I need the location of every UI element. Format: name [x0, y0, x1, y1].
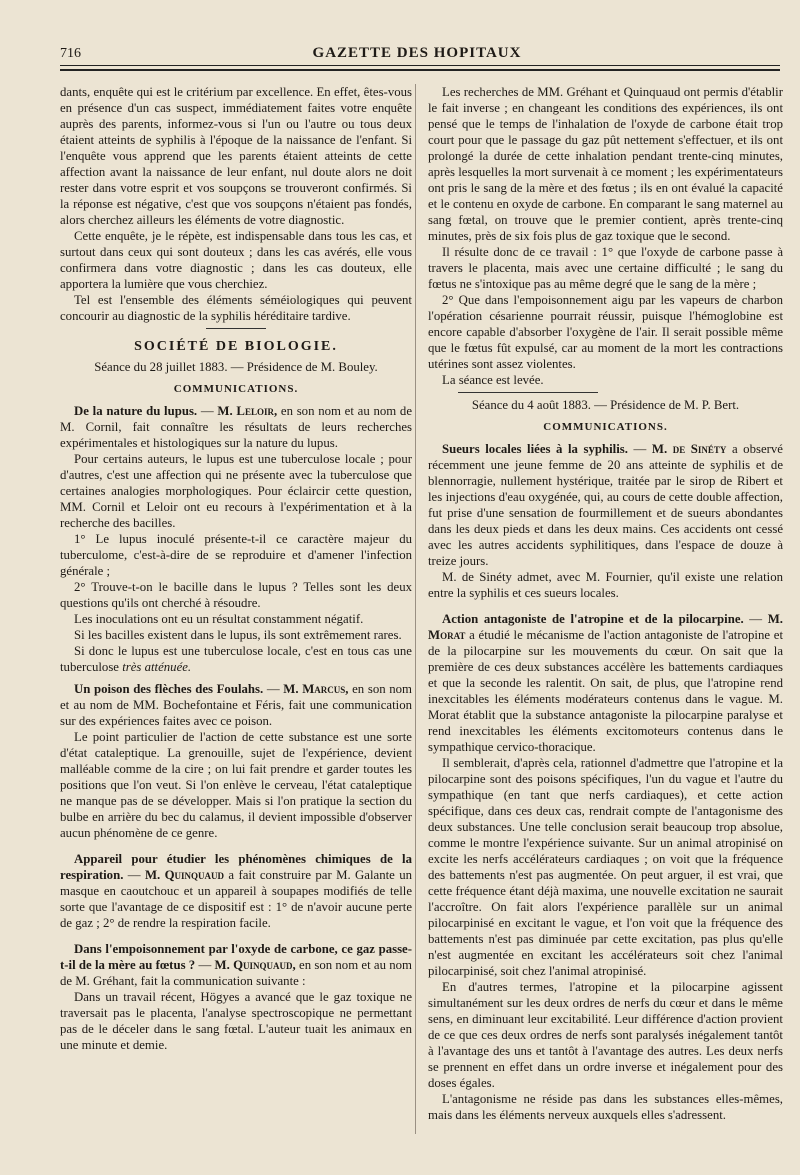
paragraph: Il semblerait, d'après cela, rationnel d'admettre que l'atropine et la pilocarpine sont des poisons spécifiques, l'un du vague et l'autre du sympathique (en tant que nerfs cardiaques), et cette action spécifique, dans ces deux cas, rendrait compte de l'antagonisme des deux substances. Une telle conclusion serait beaucoup trop absolue, comme le montre l'expérience suivante. Sur un animal atropinisé on excite les nerfs accélérateurs cardiaques ; on voit que la fréquence des battements n'est pas augmentée. On peut arguer, il est vrai, que cette fréquence étant déjà maxima, une nouvelle excitation ne saurait l'accroître. On fait alors l'expérience parallèle sur un animal pilocarpinisé en excitant le vague, et l'on voit que la fréquence des battements n'est pas diminuée par cette excitation, pas plus qu'elle n'est augmentée en excitant les accélérateurs soit chez l'animal pilocarpinisé, soit chez l'animal atropinisé. — [428, 756, 783, 978]
paragraph: Cette enquête, je le répète, est indispensable dans tous les cas, et surtout dans ceux qui sont douteux ; dans les cas avérés, elle vous confirmera dans votre diagnostic ; dans les cas douteux, elle apportera la lumière que vous cherchiez. — [60, 229, 412, 291]
communications-label: COMMUNICATIONS. — [543, 421, 668, 433]
paragraph: Les inoculations ont eu un résultat constamment négatif. — [74, 612, 364, 626]
article-text: en son nom et au nom de M. Gréhant, fait la communication suivante : — [60, 958, 412, 988]
article-antagoniste: Action antagoniste de l'atropine et de la pilocarpine. — M. Morat a étudié le mécanisme de l'action antagoniste de l'atropine et de la pilocarpine sur les mouvements du cœur. On sait que la première de ces deux substances accélère les battements cardiaques et que la seconde les ralentit. On sait, de plus, que l'atropine rend inexcitables les éléments modérateurs contenus dans le vague. M. Morat établit que la substance antagoniste la pilocarpine paralyse et rend inexcitables les éléments excitomoteurs contenus dans le sympathique cervico-thoracique. — [428, 612, 783, 754]
paragraph: Tel est l'ensemble des éléments séméiologiques qui peuvent concourir au diagnostic de la syphilis héréditaire tardive. — [60, 293, 412, 323]
paragraph: L'antagonisme ne réside pas dans les substances elles-mêmes, mais dans les éléments nerveux auxquels elles s'adressent. — [428, 1092, 783, 1122]
paragraph: Dans un travail récent, Högyes a avancé que le gaz toxique ne traversait pas le placenta, l'analyse spectroscopique ne permettant pas de le déceler dans le sang fœtal. L'auteur tuait les animaux en une minute et demie. — [60, 990, 412, 1052]
page-header — [60, 44, 774, 66]
paragraph: Pour certains auteurs, le lupus est une tuberculose locale ; pour d'autres, c'est une affection qui ne présente avec la tuberculose que certaines analogies morphologiques. Pour éclaircir cette question, MM. Cornil et Leloir ont eu recours à l'expérimentation et à la recherche des bacilles. — [60, 452, 412, 530]
paragraph: 1° Le lupus inoculé présente-t-il ce caractère majeur du tuberculome, c'est-à-dire de se reproduire et d'amener l'infection générale ; — [60, 532, 412, 578]
page-number: 716 — [60, 46, 81, 61]
article-author: M. Morat — [428, 612, 783, 642]
article-text: a observé récemment une jeune femme de 20 ans atteinte de syphilis et de blennorragie, nullement hystérique, traitée par le sirop de Ribert et les injections d'eau oxygénée, qui, au cours de cette double affection, fut prise d'une sensation de fourmillement et de sueurs abondantes dans les deux pieds et dans les deux mains. Ces accidents ont cessé avec les autres accidents syphilitiques, dans l'espace de douze à treize jours. — [428, 442, 783, 568]
paragraph: Il résulte donc de ce travail : 1° que l'oxyde de carbone passe à travers le placenta, mais avec une certaine difficulté ; le sang du fœtus ne s'intoxique pas au même degré que le sang de la mère ; — [428, 245, 783, 291]
right-column — [428, 84, 783, 1144]
article-appareil: Appareil pour étudier les phénomènes chimiques de la respiration. — M. Quinquaud a fait construire par M. Galante un masque en caoutchouc et un appareil à soupapes modifiés de telle sorte que l'avantage de ce dispositif est : 1° de n'avoir aucune perte de gaz ; 2° de rendre la respiration facile. — [60, 852, 412, 930]
article-title: Action antagoniste de l'atropine et de la pilocarpine. — [442, 612, 744, 626]
section-heading: SOCIÉTÉ DE BIOLOGIE. — [134, 339, 338, 354]
article-text: a étudié le mécanisme de l'action antagoniste de l'atropine et de la pilocarpine sur les mouvements du cœur. On sait que la première de ces deux substances accélère les battements cardiaques et que la seconde les ralentit. On sait, de plus, que l'atropine rend inexcitables les éléments modérateurs contenus dans le vague. M. Morat établit que la substance antagoniste la pilocarpine paralyse et rend inexcitables les éléments excitomoteurs contenus dans le sympathique cervico-thoracique. — [428, 628, 783, 754]
header-rule-thick — [60, 69, 780, 71]
paragraph: En d'autres termes, l'atropine et la pilocarpine agissent simultanément sur les deux ordres de nerfs du cœur et dans le même sens, en diminuant leur excitabilité. Leur différence d'action provient de ce que ces deux ordres de nerfs sont paralysés inégalement tantôt à l'avantage des uns et tantôt à l'avantage des autres. Les deux nerfs se prennent en effet dans un ordre inverse et inégalement pour des doses égales. — [428, 980, 783, 1090]
article-text: en son nom et au nom de MM. Bochefontaine et Féris, fait une communication sur des expériences faites avec ce poison. — [60, 682, 412, 728]
paragraph: Les recherches de MM. Gréhant et Quinquaud ont permis d'établir le fait inverse ; en changeant les conditions des expériences, ils ont pensé que le temps de l'inhalation de l'oxyde de carbone était trop court pour que le passage du gaz pût nettement s'effectuer, et ils ont prolongé la durée de cette inhalation pendant trente-cinq minutes, après lesquelles la mort survenait à ce moment ; les expérimentateurs ont pris le sang de la mère et des fœtus ; ils en ont évalué la capacité et le contenu en oxyde de carbone. En comparant le sang maternel au sang fœtal, on trouve que le premier contient, après trente-cinq minutes, près de six fois plus de gaz toxique que le second. — [428, 85, 783, 243]
article-author: M. de Sinéty — [651, 442, 727, 456]
session-line: Séance du 28 juillet 1883. — Présidence de M. Bouley. — [94, 360, 378, 374]
paragraph: M. de Sinéty admet, avec M. Fournier, qu'il existe une relation entre la syphilis et ces sueurs locales. — [428, 570, 783, 600]
column-divider — [415, 84, 416, 1134]
article-title: Sueurs locales liées à la syphilis. — [442, 442, 628, 456]
article-text: en son nom et au nom de M. Cornil, fait connaître les résultats de leurs recherches expérimentales et histologiques sur la nature du lupus. — [60, 404, 412, 450]
article-title: Dans l'empoisonnement par l'oxyde de carbone, ce gaz passe-t-il de la mère au fœtus ? — [60, 942, 412, 972]
text-run: Si donc le lupus est une tuberculose locale, c'est en tous cas une tuberculose — [60, 644, 412, 674]
communications-label: COMMUNICATIONS. — [173, 383, 299, 395]
paragraph — [60, 643, 412, 675]
article-author: M. Quinquaud — [144, 868, 225, 882]
article-title: Un poison des flèches des Foulahs. — [74, 682, 264, 696]
paragraph: 2° Trouve-t-on le bacille dans le lupus ? Telles sont les deux questions qu'ils ont cherché à résoudre. — [60, 580, 412, 610]
article-lupus-intro: De la nature du lupus. — M. Leloir, en son nom et au nom de M. Cornil, fait connaître les résultats de leurs recherches expérimentales et histologiques sur la nature du lupus. — [60, 404, 412, 450]
paragraph: 2° Que dans l'empoisonnement aigu par les vapeurs de charbon l'opération césarienne pourrait réussir, puisque l'hémoglobine est encore capable d'absorber l'oxygène de l'air. Il serait possible même que le fœtus fût expulsé, car au moment de la mort les contractions utérines sont assez violentes. — [428, 293, 783, 371]
article-title: De la nature du lupus. — [74, 404, 198, 418]
running-title: GAZETTE DES HOPITAUX — [312, 45, 522, 61]
session-line: Séance du 4 août 1883. — Présidence de M. P. Bert. — [471, 398, 740, 412]
article-foulahs-intro: Un poison des flèches des Foulahs. — M. Marcus, en son nom et au nom de MM. Bochefontaine et Féris, fait une communication sur des expériences faites avec ce poison. — [60, 682, 412, 728]
paragraph: dants, enquête qui est le critérium par excellence. En effet, êtes-vous en présence d'un cas suspect, immédiatement faites votre enquête auprès des parents, informez-vous si l'un ou l'autre ou tous deux étaient atteints de syphilis à l'époque de la naissance de l'enfant. Si l'enquête vous apprend que les parents étaient atteints de cette affection avant la naissance de leur enfant, nul doute alors ne doit rester dans votre esprit et vos soupçons se trouveront confirmés. Si la réponse est négative, c'est que vos soupçons n'étaient pas fondés, alors cherchez ailleurs les éléments de votre diagnostic. — [60, 85, 412, 227]
section-divider — [458, 392, 598, 393]
article-sueurs: Sueurs locales liées à la syphilis. — M. de Sinéty a observé récemment une jeune femme de 20 ans atteinte de syphilis et de blennorragie, nullement hystérique, traitée par le sirop de Ribert et les injections d'eau oxygénée, qui, au cours de cette double affection, fut prise d'une sensation de fourmillement et de sueurs abondantes dans les deux pieds et dans les deux mains. Ces accidents ont cessé avec les autres accidents syphilitiques, dans l'espace de douze à treize jours. — [428, 442, 783, 568]
section-divider — [206, 328, 266, 329]
paragraph: Si les bacilles existent dans le lupus, ils sont extrêmement rares. — [74, 628, 402, 642]
italic-text: très atténuée. — [122, 660, 192, 674]
left-column — [60, 84, 412, 1144]
article-author: M. Quinquaud, — [214, 958, 296, 972]
article-text: a fait construire par M. Galante un masque en caoutchouc et un appareil à soupapes modifiés de telle sorte que l'avantage de ce dispositif est : 1° de n'avoir aucune perte de gaz ; 2° de rendre la respiration facile. — [60, 868, 412, 930]
article-title: Appareil pour étudier les phénomènes chimiques de la respiration. — [60, 852, 412, 882]
paragraph: La séance est levée. — [442, 373, 544, 387]
article-author: M. Leloir, — [217, 404, 278, 418]
article-author: M. Marcus, — [283, 682, 349, 696]
header-rule-thin — [60, 65, 780, 66]
article-empois-intro: Dans l'empoisonnement par l'oxyde de carbone, ce gaz passe-t-il de la mère au fœtus ? — M. Quinquaud, en son nom et au nom de M. Gréhant, fait la communication suivante : — [60, 942, 412, 988]
paragraph: Le point particulier de l'action de cette substance est une sorte d'état cataleptique. La grenouille, sujet de l'expérience, devient malléable comme de la cire ; on lui fait prendre et garder toutes les positions que l'on veut. Si l'on enlève le cerveau, l'état cataleptique ne manque pas de se développer. Mais si l'on pratique la section du bulbe en arrière du bec du calamus, il devient impossible d'observer aucun phénomène de ce genre. — [60, 730, 412, 840]
